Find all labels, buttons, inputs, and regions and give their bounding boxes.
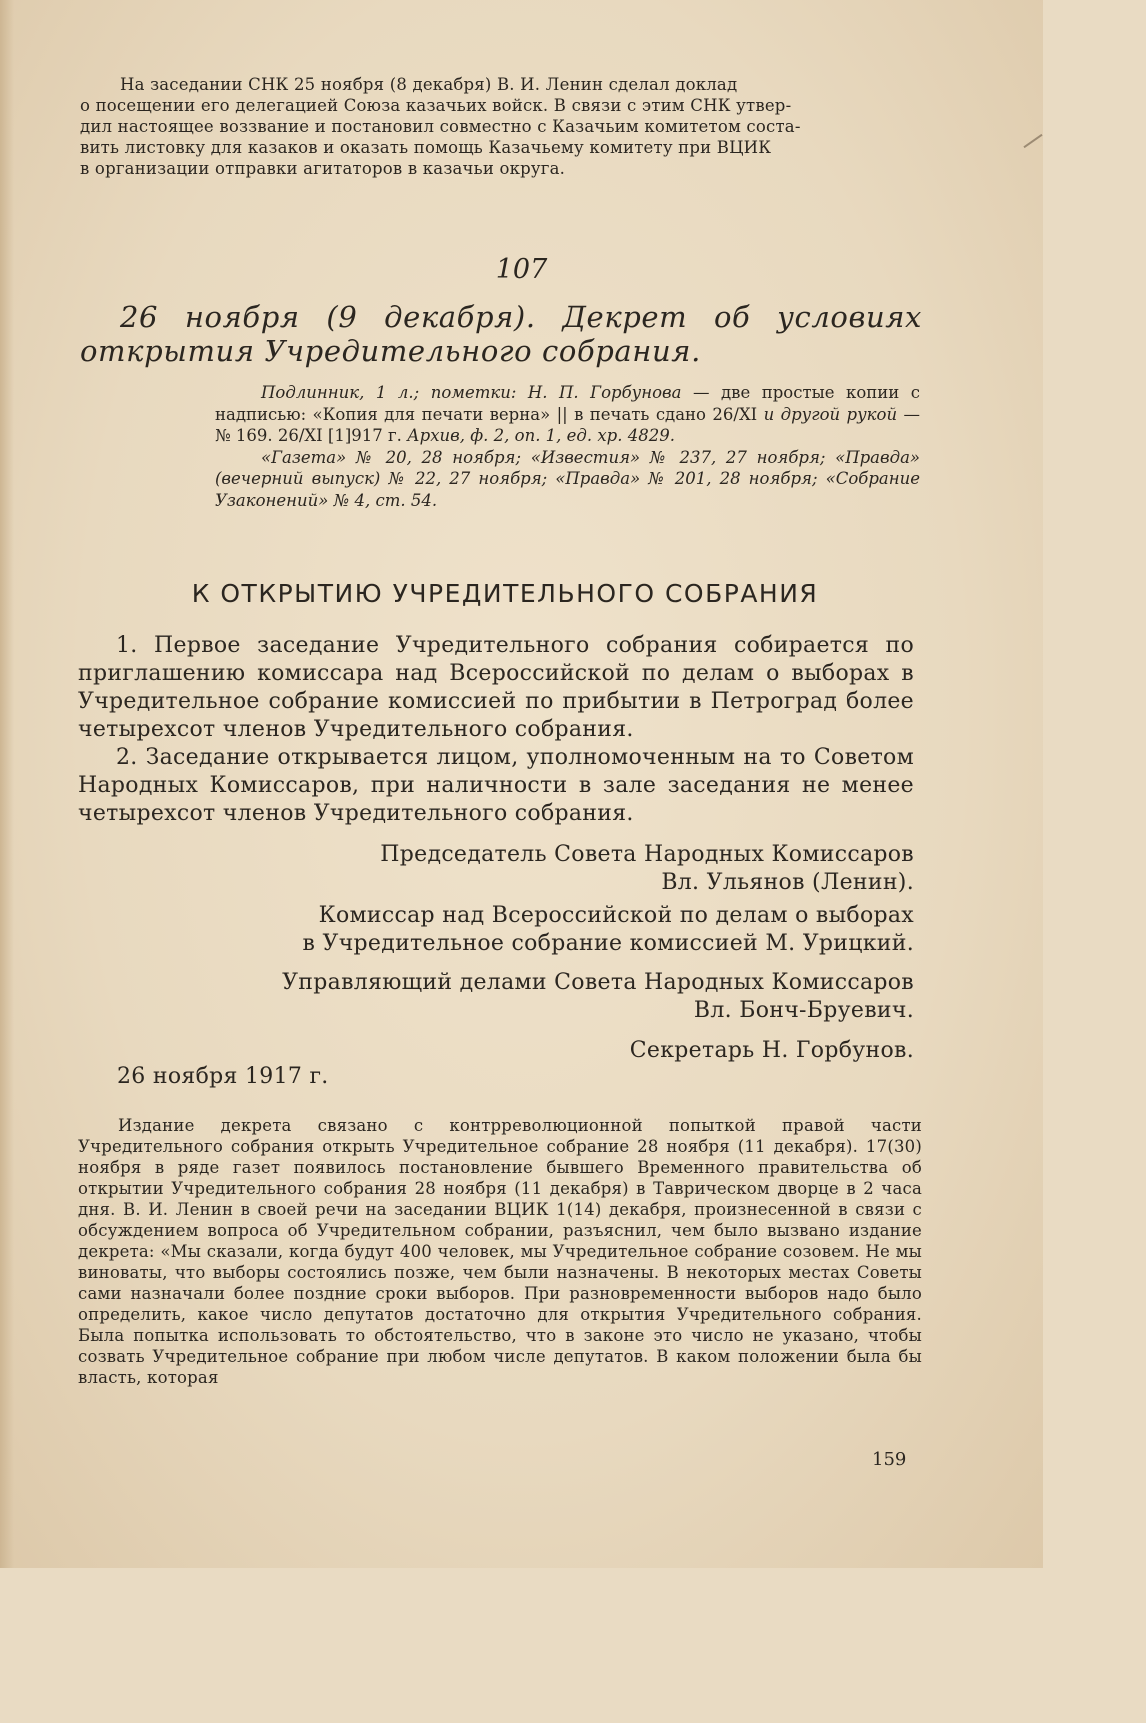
decree-paragraph-2: 2. Заседание открывается лицом, уполномоченным на то Советом Народных Комиссаров, при наличности в зале заседания не менее четырехсот членов Учредительного собрания. [78, 745, 914, 826]
page-edge-shadow [0, 0, 14, 1568]
editorial-note [78, 1115, 922, 1388]
document-heading: 26 ноября (9 декабря). Декрет об условиях открытия Учредительного собрания. [80, 300, 922, 368]
source-original [215, 382, 920, 447]
intro-line: о посещении его делегацией Союза казачьих войск. В связи с этим СНК утвер- [80, 96, 792, 115]
source-notes [215, 382, 920, 511]
signature-line: Вл. Бонч-Бруевич. [693, 998, 914, 1023]
signature-line: Вл. Ульянов (Ленин). [661, 870, 914, 895]
intro-line: в организации отправки агитаторов в казачьи округа. [80, 159, 566, 178]
editorial-note-text: Издание декрета связано с контрреволюционной попыткой правой части Учредительного собрания открыть Учредительное собрание 28 ноября (11 декабря). 17(30) ноября в ряде газет появилось постановление бывшего Временного правительства об открытии Учредительного собрания 28 ноября (11 декабря) в Таврическом дворце в 2 часа дня. В. И. Ленин в своей речи на заседании ВЦИК 1(14) декабря, произнесенной в связи с обсуждением вопроса об Учредительном собрании, разъяснил, чем было вызвано издание декрета: «Мы сказали, когда будут 400 человек, мы Учредительное собрание созовем. Не мы виноваты, что выборы состоялись позже, чем были назначены. В некоторых местах Советы сами назначали более поздние сроки выборов. При разновременности выборов надо было определить, какое число депутатов достаточно для открытия Учредительного собрания. Была попытка использовать то обстоятельство, что в законе это число не указано, чтобы созвать Учредительное собрание при любом числе депутатов. В каком положении была бы власть, которая [78, 1116, 922, 1387]
signature-chairman [380, 841, 914, 897]
document-number: 107 [495, 254, 548, 285]
signature-line: Комиссар над Всероссийской по делам о выборах [318, 903, 914, 928]
pencil-mark [1023, 134, 1042, 148]
source-original-c: и другой рукой [763, 404, 898, 424]
signature-line: Секретарь Н. Горбунов. [629, 1038, 914, 1063]
intro-line: вить листовку для казаков и оказать помощь Казачьему комитету при ВЦИК [80, 138, 772, 157]
decree-date: 26 ноября 1917 г. [117, 1064, 329, 1089]
signature-line: Председатель Совета Народных Комиссаров [380, 842, 914, 867]
source-original-b: — две простые копии с надписью: «Копия для печати верна» || в печать сдано 26/XI [215, 383, 920, 424]
decree-paragraph-1: 1. Первое заседание Учредительного собрания собирается по приглашению комиссара над Всероссийской по делам о выборах в Учредительное собрание комиссией по прибытии в Петроград более четырехсот членов Учредительного собрания. [78, 633, 914, 742]
source-publications: «Газета» № 20, 28 ноября; «Известия» № 237, 27 ноября; «Правда» (вечерний выпуск) № 22, 27 ноября; «Правда» № 201, 28 ноября; «Собрание Узаконений» № 4, ст. 54. [215, 447, 920, 510]
decree-title: К ОТКРЫТИЮ УЧРЕДИТЕЛЬНОГО СОБРАНИЯ [191, 579, 819, 608]
page-number: 159 [872, 1449, 907, 1470]
signature-secretary [630, 1037, 914, 1065]
signature-line: Управляющий делами Совета Народных Комиссаров [282, 970, 914, 995]
source-original-e: Архив, ф. 2, оп. 1, ед. хр. 4829. [407, 426, 675, 445]
intro-line: На заседании СНК 25 ноября (8 декабря) В. И. Ленин сделал доклад [120, 75, 738, 94]
decree-body [78, 632, 914, 828]
source-original-d: — № 169. 26/XI [1]917 г. [215, 404, 920, 445]
signature-manager [282, 969, 914, 1025]
signature-commissar [303, 902, 914, 958]
signature-line: в Учредительное собрание комиссией М. Урицкий. [302, 931, 914, 956]
intro-paragraph [80, 74, 922, 179]
intro-line: дил настоящее воззвание и постановил совместно с Казачьим комитетом соста- [80, 117, 801, 136]
source-original-a: Подлинник, 1 л.; пометки: Н. П. Горбунова [261, 383, 682, 402]
